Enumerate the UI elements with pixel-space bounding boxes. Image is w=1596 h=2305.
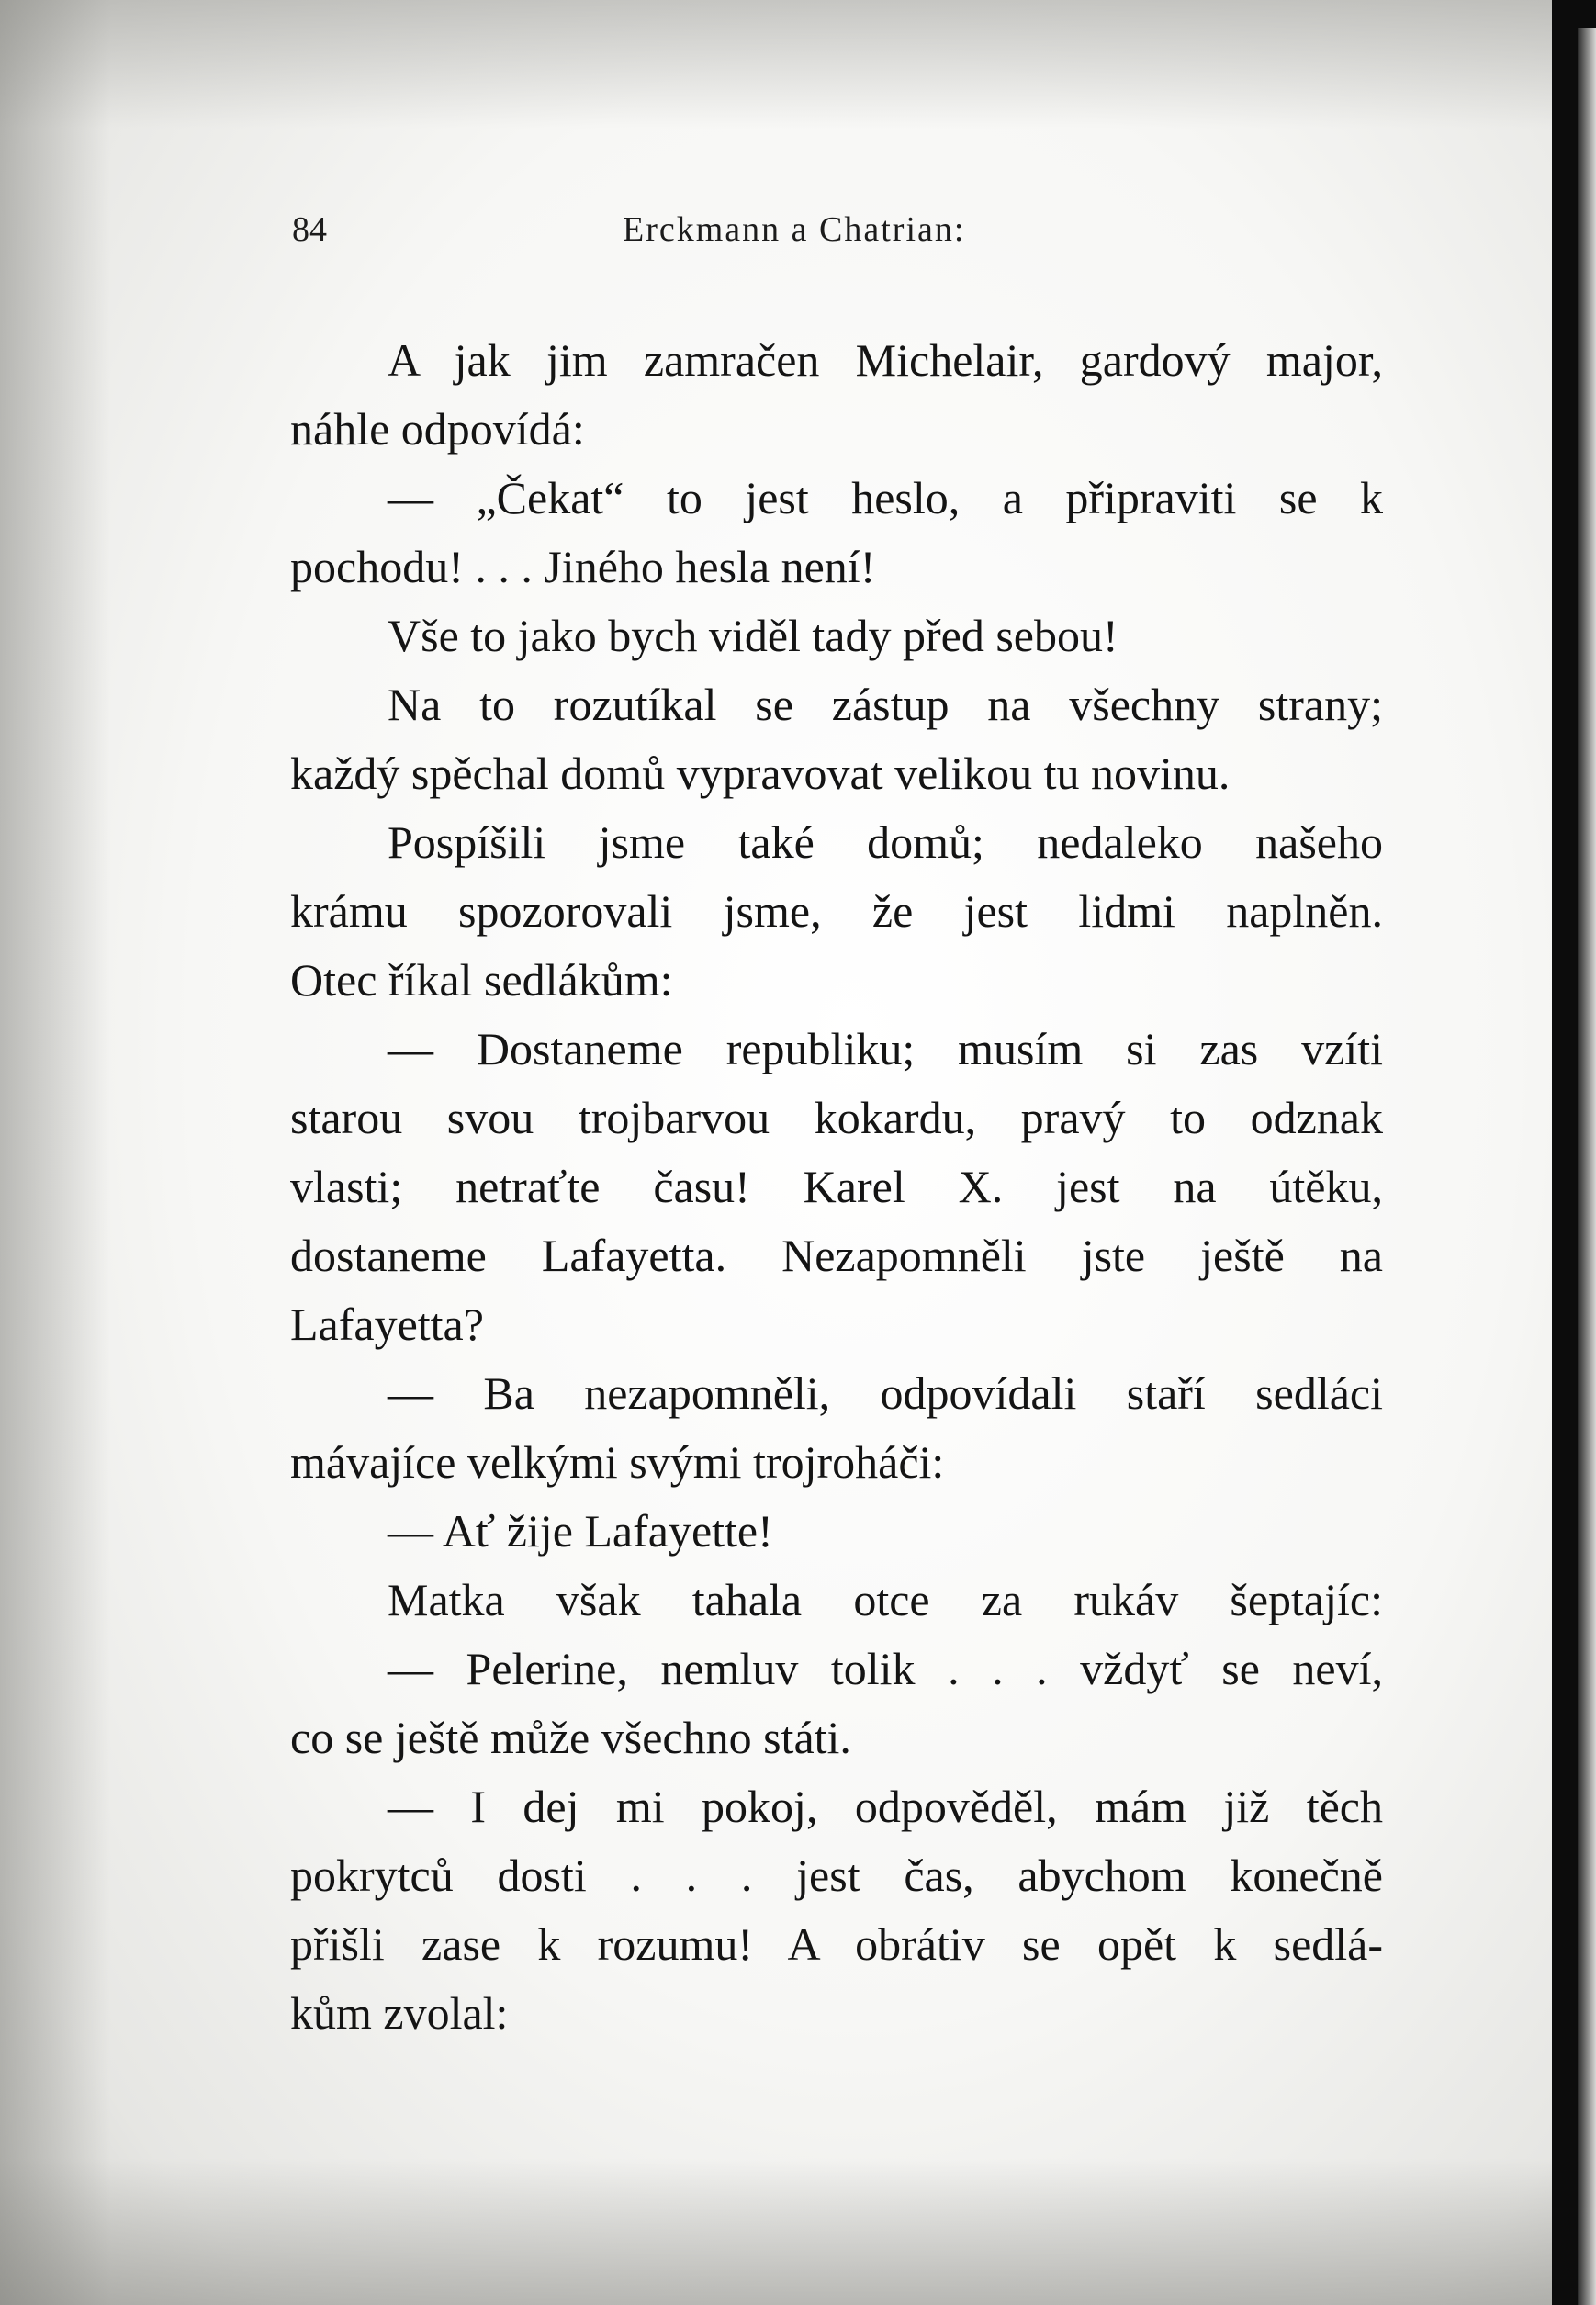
text-line: krámu spozorovali jsme, že jest lidmi naplněn. (290, 885, 1383, 937)
text-line: Pospíšili jsme také domů; nedaleko našeho (388, 816, 1383, 868)
text-line: pokrytců dosti . . . jest čas, abychom konečně (290, 1850, 1383, 1901)
text-line: Vše to jako bych viděl tady před sebou! (388, 610, 1118, 661)
text-line: Matka však tahala otce za rukáv šeptajíc: (388, 1574, 1383, 1625)
text-line: vlasti; netraťte času! Karel X. jest na útěku, (290, 1161, 1383, 1212)
text-line: dostaneme Lafayetta. Nezapomněli jste ještě na (290, 1230, 1383, 1281)
text-line: co se ještě může všechno státi. (290, 1712, 851, 1763)
text-line: — Pelerine, nemluv tolik . . . vždyť se neví, (388, 1643, 1383, 1694)
text-line: — I dej mi pokoj, odpověděl, mám již těch (388, 1781, 1383, 1832)
page-shadow-bottom (0, 2158, 1552, 2305)
text-line: náhle odpovídá: (290, 403, 585, 455)
text-line: pochodu! . . . Jiného hesla není! (290, 541, 876, 592)
text-line: kům zvolal: (290, 1987, 509, 2039)
running-title: Erckmann a Chatrian: (623, 210, 966, 249)
text-line: Na to rozutíkal se zástup na všechny strany; (388, 679, 1383, 730)
running-head (292, 209, 1376, 255)
text-line: mávajíce velkými svými trojroháči: (290, 1436, 945, 1488)
page-number: 84 (292, 210, 327, 249)
text-line: Lafayetta? (290, 1299, 484, 1350)
next-page-edge (1578, 28, 1596, 2305)
text-line: A jak jim zamračen Michelair, gardový major, (388, 334, 1383, 386)
page-shadow-top (0, 0, 1552, 129)
text-line: — Ať žije Lafayette! (388, 1505, 773, 1557)
text-line: — „Čekat“ to jest heslo, a připraviti se k (388, 472, 1383, 523)
text-line: — Ba nezapomněli, odpovídali staří sedláci (388, 1367, 1383, 1419)
text-line: — Dostaneme republiku; musím si zas vzíti (388, 1023, 1383, 1074)
text-line: přišli zase k rozumu! A obrátiv se opět k sedlá- (290, 1918, 1383, 1970)
page-shadow-left (0, 0, 110, 2305)
text-line: každý spěchal domů vypravovat velikou tu novinu. (290, 748, 1231, 799)
text-line: Otec říkal sedlákům: (290, 954, 673, 1006)
body-text (290, 326, 1383, 2048)
text-line: starou svou trojbarvou kokardu, pravý to odznak (290, 1092, 1383, 1143)
